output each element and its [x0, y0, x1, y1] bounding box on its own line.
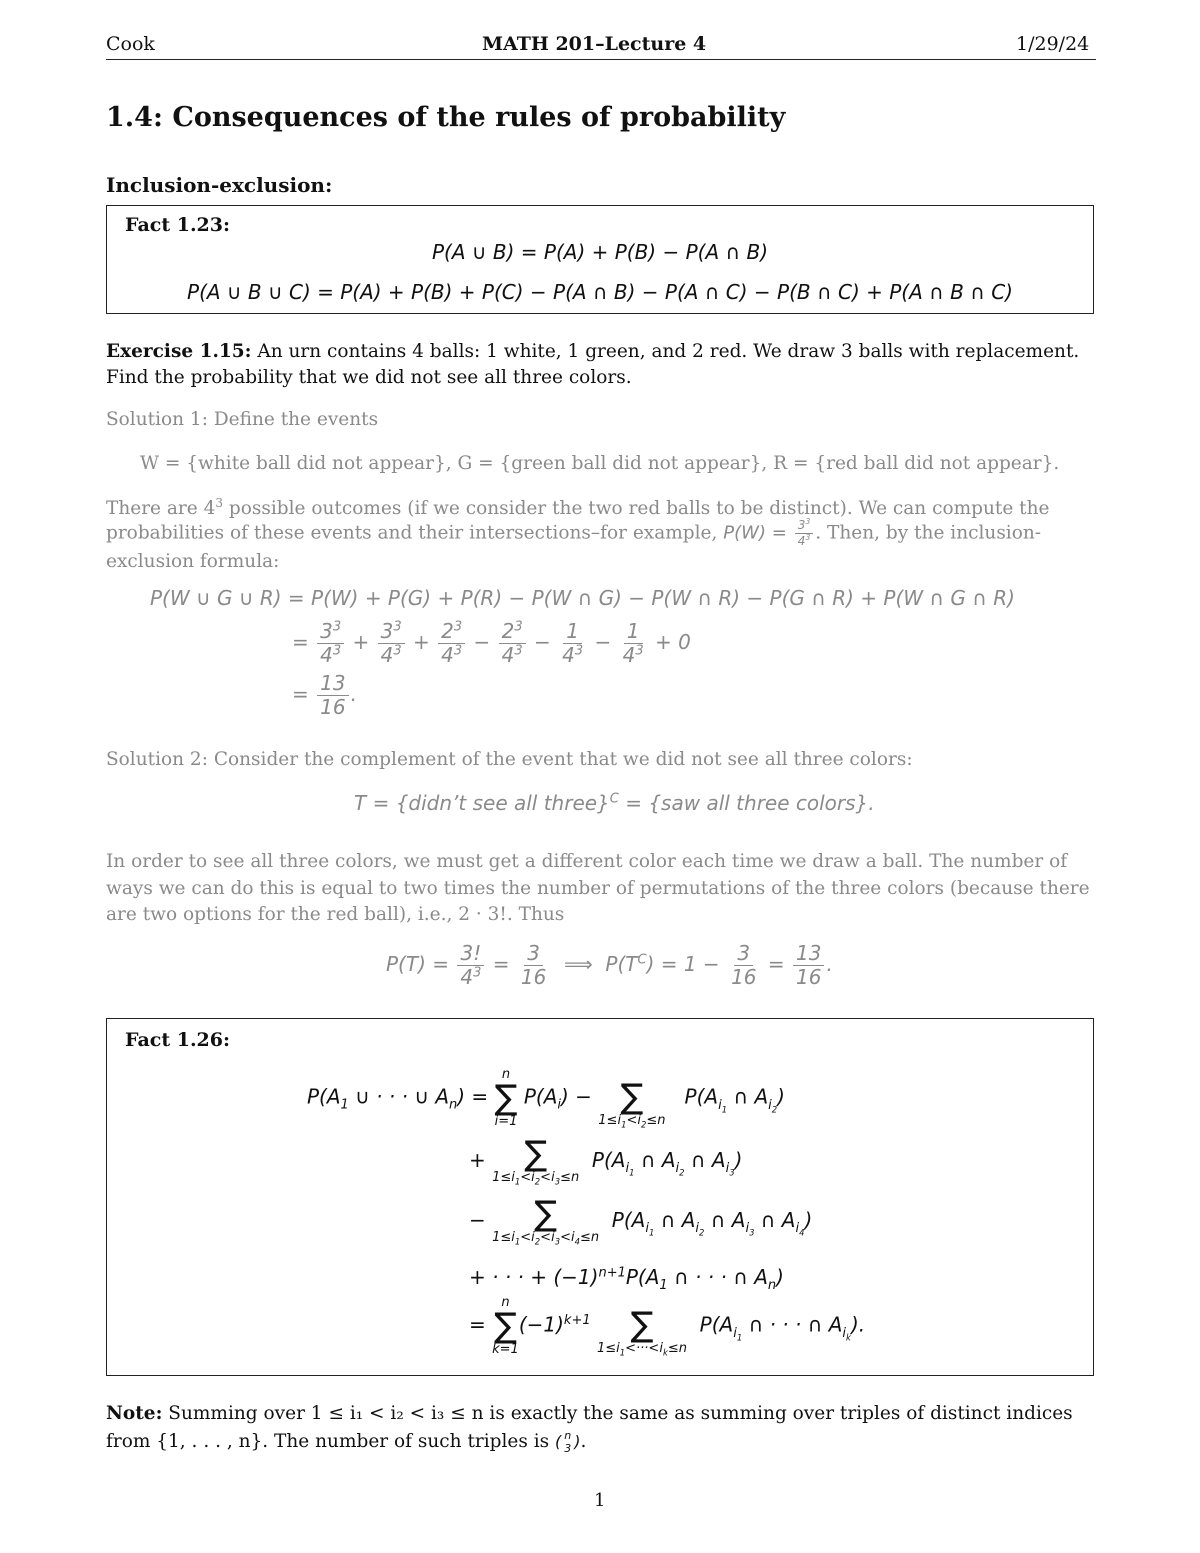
- solution1-para-line1: There are $4^3$ possible outcomes (if we consider the two red balls to be distinct). We can compute the: [106, 496, 1050, 520]
- fact-1-23-box: [106, 205, 1094, 314]
- solution2-set-eq-a: T = {didn’t see all three}: [354, 791, 610, 815]
- solution2-intro-text: Consider the complement of the event that we did not see all three colors:: [213, 749, 913, 770]
- solution1-para2-text-b: . Then, by the inclusion-: [815, 522, 1042, 544]
- solution2-para-line1: In order to see all three colors, we must get a different color each time we draw a ball. The number of: [106, 851, 1068, 872]
- solution1-para-line3: exclusion formula:: [106, 551, 280, 572]
- result-denominator: 16: [320, 695, 346, 719]
- solution1-para-line2: probabilities of these events and their intersections–for example, P(W) = $\frac{3^3}{4^3}$ . Then, by the inclusion-: [106, 517, 1042, 548]
- exercise-line1: [106, 341, 1079, 362]
- fact-1-23-eq2: P(A ∪ B ∪ C) = P(A) + P(B) + P(C) − P(A ∩ B) − P(A ∩ C) − P(B ∩ C) + P(A ∩ B ∩ C): [187, 280, 1013, 304]
- fact-1-26-label: Fact 1.26:: [125, 1029, 231, 1051]
- solution1-label: Solution 1:: [106, 409, 208, 430]
- header-date: 1/29/24: [1016, 33, 1090, 55]
- header-author: Cook: [106, 33, 155, 55]
- note-text2: from {1, . . . , n}. The number of such triples is: [106, 1431, 550, 1453]
- fact-1-26-line5: = n ∑ k=1 $(-1)^{k+1}$ ∑ $1\le i_1<\cdot\cdot\cdot<i_k\le n$ $P(A_{i_1}$ ∩ · · · ∩ $A_{i_k}$).: [469, 1295, 866, 1358]
- solution1-eq-main: P(W ∪ G ∪ R) = P(W) + P(G) + P(R) − P(W ∩ G) − P(W ∩ R) − P(G ∩ R) + P(W ∩ G ∩ R): [150, 586, 1015, 610]
- fact-1-23-label: Fact 1.23:: [125, 214, 231, 236]
- solution2-set-eq-b: = {saw all three colors}.: [618, 791, 875, 815]
- solution2-intro: [106, 749, 913, 770]
- solution2-set-eq: T = {didn’t see all three}$^C$ = {saw all three colors}.: [354, 791, 875, 815]
- exercise-label: Exercise 1.15:: [106, 341, 252, 362]
- note-line1: [106, 1403, 1073, 1424]
- fact-1-26-line4: + · · · + $(-1)^{n+1}P(A_1$ ∩ · · · ∩ $A_n$): [469, 1265, 784, 1293]
- header-rule: [106, 59, 1096, 60]
- result-numerator: 13: [317, 672, 348, 696]
- fact-1-26-box: [106, 1018, 1094, 1376]
- solution1-eq-result: = $\frac{13}{16}$ .: [292, 671, 357, 719]
- note-line2: from {1, . . . , n}. The number of such triples is ( n 3 ).: [106, 1429, 587, 1455]
- solution2-para-line3: are two options for the red ball), i.e., 2 · 3!. Thus: [106, 904, 565, 925]
- subsection-title: Inclusion-exclusion:: [106, 173, 333, 197]
- exercise-text1: An urn contains 4 balls: 1 white, 1 green, and 2 red. We draw 3 balls with replacement.: [257, 341, 1080, 362]
- solution1-para2-text-a: probabilities of these events and their intersections–for example,: [106, 522, 718, 544]
- solution1-intro: [106, 409, 378, 430]
- page-number: 1: [594, 1490, 606, 1511]
- solution1-para1-text: possible outcomes (if we consider the two red balls to be distinct). We can compute the: [228, 498, 1050, 520]
- section-title: 1.4: Consequences of the rules of probability: [106, 102, 786, 133]
- fact-1-26-line1: $P(A_1$ ∪ · · · ∪ $A_n$) = n ∑ i=1 $P(A_i)$ − ∑ $1\le i_1<i_2\le n$ $P(A_{i_1}$ ∩ $A_{i_2}$): [307, 1067, 785, 1130]
- solution1-events: W = {white ball did not appear}, G = {green ball did not appear}, R = {red ball did not appear}.: [140, 453, 1060, 474]
- solution1-intro-text: Define the events: [213, 409, 379, 430]
- solution1-eq-sum: = $\frac{3^3}{4^3}$ + $\frac{3^3}{4^3}$ + $\frac{2^3}{4^3}$ − $\frac{2^3}{4^3}$ − $\frac{1}{4^3}$ − $\frac{1}{4^3}$ + 0: [292, 619, 691, 667]
- solution2-label: Solution 2:: [106, 749, 208, 770]
- fact-1-23-eq1: P(A ∪ B) = P(A) + P(B) − P(A ∩ B): [432, 240, 768, 264]
- exercise-line2: Find the probability that we did not see all three colors.: [106, 367, 632, 388]
- solution2-para-line2: ways we can do this is equal to two times the number of permutations of the three colors (because there: [106, 878, 1090, 899]
- fact-1-26-line2: + ∑ $1\le i_1<i_2<i_3\le n$ $P(A_{i_1}$ ∩ $A_{i_2}$ ∩ $A_{i_3}$): [469, 1134, 743, 1187]
- solution2-eq: P(T) = $\frac{3!}{4^3}$ = $\frac{3}{16}$ ⟹ $P(T^C) = 1$ − $\frac{3}{16}$ = $\frac{13}{16}$ .: [386, 941, 833, 989]
- note-label: Note:: [106, 1403, 163, 1424]
- note-text1: Summing over 1 ≤ i₁ < i₂ < i₃ ≤ n is exactly the same as summing over triples of distinct indices: [168, 1403, 1073, 1424]
- header-course: MATH 201–Lecture 4: [482, 33, 707, 55]
- fact-1-26-line3: − ∑ $1\le i_1<i_2<i_3<i_4\le n$ $P(A_{i_1}$ ∩ $A_{i_2}$ ∩ $A_{i_3}$ ∩ $A_{i_4}$): [469, 1194, 813, 1247]
